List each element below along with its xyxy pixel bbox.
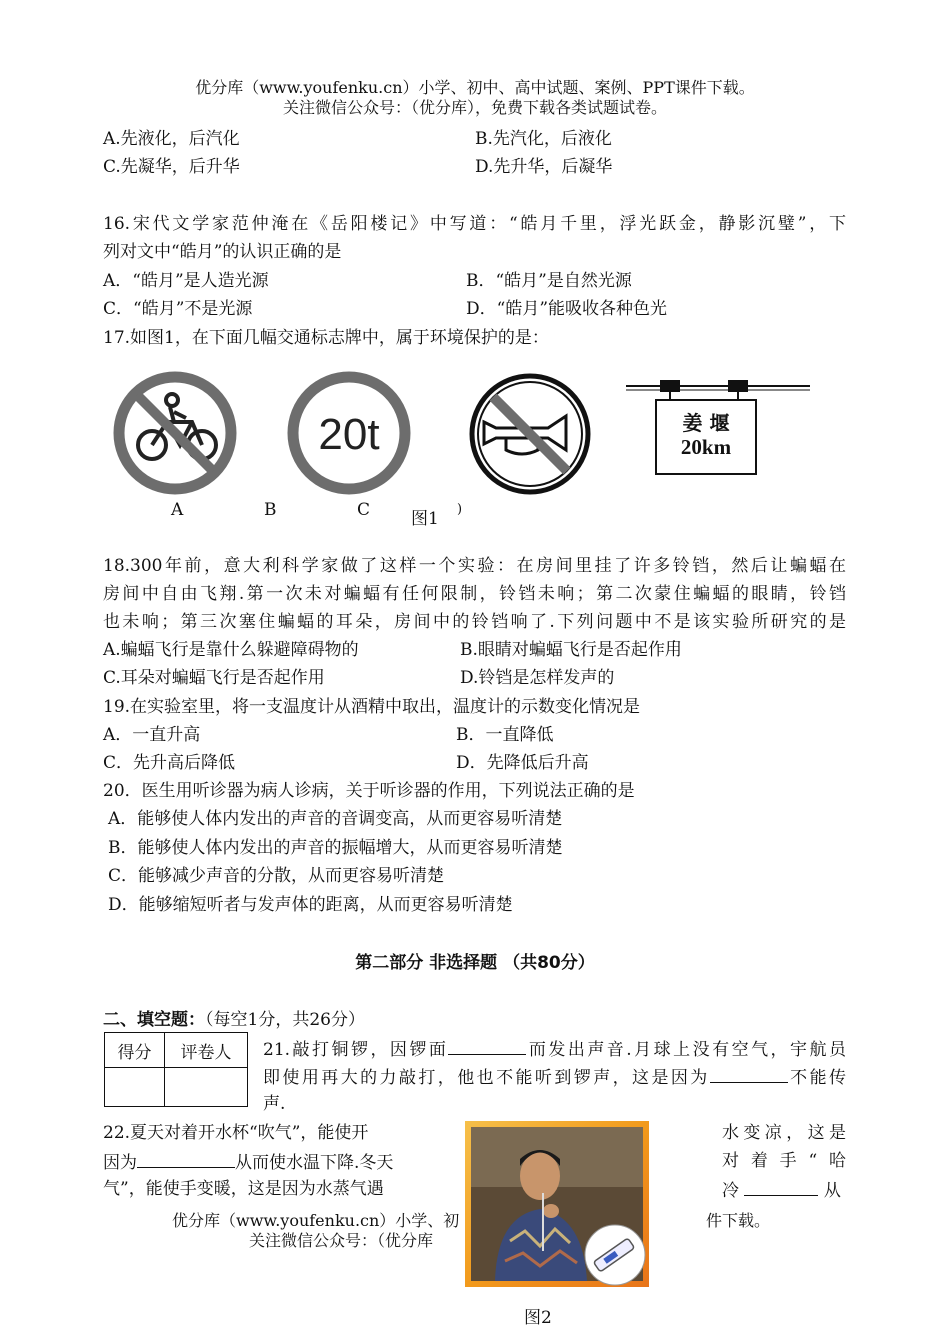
q18-stem-line-1: 18.300年前，意大利科学家做了这样一个实验：在房间里挂了许多铃铛，然后让蝙蝠在 <box>103 556 846 576</box>
q18-option-b: B.眼睛对蝙蝠飞行是否起作用 <box>460 640 682 660</box>
footer-line-2-left: 关注微信公众号：（优分库 <box>249 1231 434 1250</box>
q19-option-b: B．一直降低 <box>456 725 554 745</box>
header-line-2: 关注微信公众号：（优分库），免费下载各类试题试卷。 <box>282 98 667 117</box>
fig1-caption: 图1 <box>411 509 439 529</box>
q16-option-b: B．“皓月”是自然光源 <box>466 271 632 291</box>
q19-option-a: A．一直升高 <box>103 725 201 745</box>
q20-option-d: D．能够缩短听者与发声体的距离，从而更容易听清楚 <box>108 895 513 915</box>
score-label: 得分 <box>105 1033 165 1068</box>
fig1-label-d: ) <box>457 502 463 517</box>
q19-option-c: C．先升高后降低 <box>103 753 236 773</box>
fig1-label-c: C <box>357 500 371 520</box>
q22-line-1-left: 22.夏天对着开水杯“吹气”，能使开 <box>103 1123 369 1143</box>
score-table <box>104 1032 248 1107</box>
fig2-caption: 图2 <box>524 1308 552 1328</box>
q16-option-c: C．“皓月”不是光源 <box>103 299 253 319</box>
q15-option-a: A.先液化，后汽化 <box>103 129 240 149</box>
fig1-label-a: A <box>171 500 184 520</box>
road-distance-sign <box>626 376 812 480</box>
fill-section-heading: 二、填空题：（每空1分，共26分） <box>103 1010 365 1030</box>
no-horn-sign <box>466 370 594 498</box>
q21-blank-1[interactable] <box>448 1036 526 1055</box>
q21-blank-2[interactable] <box>710 1064 788 1083</box>
sign-distance-text: 20km <box>680 435 732 459</box>
q17-stem: 17.如图1，在下面几幅交通标志牌中，属于环境保护的是： <box>103 328 549 348</box>
q20-option-c: C．能够减少声音的分散，从而更容易听清楚 <box>108 866 445 886</box>
weight-limit-sign <box>286 370 412 496</box>
q20-option-b: B．能够使人体内发出的声音的振幅增大，从而更容易听清楚 <box>108 838 563 858</box>
q15-option-b: B.先汽化，后液化 <box>475 129 612 149</box>
q16-stem-line-1: 16.宋代文学家范仲淹在《岳阳楼记》中写道：“皓月千里，浮光跃金，静影沉璧”，下 <box>103 214 846 234</box>
q15-option-d: D.先升华，后凝华 <box>475 157 613 177</box>
fig1-label-b: B <box>264 500 277 520</box>
q20-option-a: A．能够使人体内发出的声音的音调变高，从而更容易听清楚 <box>108 809 563 829</box>
q15-option-c: C.先凝华，后升华 <box>103 157 240 177</box>
q16-stem-line-2: 列对文中“皓月”的认识正确的是 <box>103 242 342 262</box>
q22-line-3-right: 冷 从 <box>722 1177 846 1203</box>
weight-limit-text: 20t <box>318 410 380 459</box>
q22-line-2-left: 因为 从而使水温下降.冬天 <box>103 1149 393 1175</box>
sign-destination-text: 姜 堰 <box>682 411 730 435</box>
q22-line-3-left: 气”，能使手变暖，这是因为水蒸气遇 <box>103 1179 384 1199</box>
q18-option-a: A.蝙蝠飞行是靠什么躲避障碍物的 <box>103 640 359 660</box>
q18-option-d: D.铃铛是怎样发声的 <box>460 668 615 688</box>
q22-line-2-right: 对着手“哈 <box>722 1151 846 1171</box>
q21-line-3: 声. <box>263 1094 286 1114</box>
q16-option-a: A．“皓月”是人造光源 <box>103 271 269 291</box>
q19-stem: 19.在实验室里，将一支温度计从酒精中取出，温度计的示数变化情况是 <box>103 697 641 717</box>
score-cell[interactable] <box>105 1068 165 1107</box>
q21-line-2: 即使用再大的力敲打，他也不能听到锣声，这是因为 不能传 <box>263 1064 846 1090</box>
q21-line-1: 21.敲打铜锣，因锣面 而发出声音.月球上没有空气，宇航员 <box>263 1036 846 1062</box>
q22-blank-2[interactable] <box>744 1177 818 1196</box>
no-bicycle-sign <box>112 370 238 496</box>
header-line-1: 优分库（www.youfenku.cn）小学、初中、高中试题、案例、PPT课件下载。 <box>195 78 755 97</box>
q19-option-d: D．先降低后升高 <box>456 753 589 773</box>
grader-cell[interactable] <box>165 1068 248 1107</box>
grader-label: 评卷人 <box>165 1033 248 1068</box>
footer-line-1-right: 件下载。 <box>706 1211 771 1230</box>
emphasis-not: 不是 <box>654 612 694 632</box>
q16-option-d: D．“皓月”能吸收各种色光 <box>466 299 668 319</box>
q18-option-c: C.耳朵对蝙蝠飞行是否起作用 <box>103 668 325 688</box>
q18-stem-line-2: 房间中自由飞翔.第一次未对蝙蝠有任何限制，铃铛未响；第二次蒙住蝙蝠的眼睛，铃铛 <box>103 584 846 604</box>
part2-title: 第二部分 非选择题 （共80分） <box>355 953 595 973</box>
q18-stem-line-3: 也未响；第三次塞住蝙蝠的耳朵，房间中的铃铛响了.下列问题中不是该实验所研究的是 <box>103 612 847 632</box>
tube-inset-icon <box>585 1225 645 1285</box>
q22-blank-1[interactable] <box>137 1149 235 1168</box>
footer-line-1-left: 优分库（www.youfenku.cn）小学、初 <box>172 1211 460 1230</box>
q20-stem: 20．医生用听诊器为病人诊病，关于听诊器的作用，下列说法正确的是 <box>103 781 635 801</box>
q22-line-1-right: 水变凉，这是 <box>722 1123 846 1143</box>
fig2-photo <box>465 1121 649 1287</box>
